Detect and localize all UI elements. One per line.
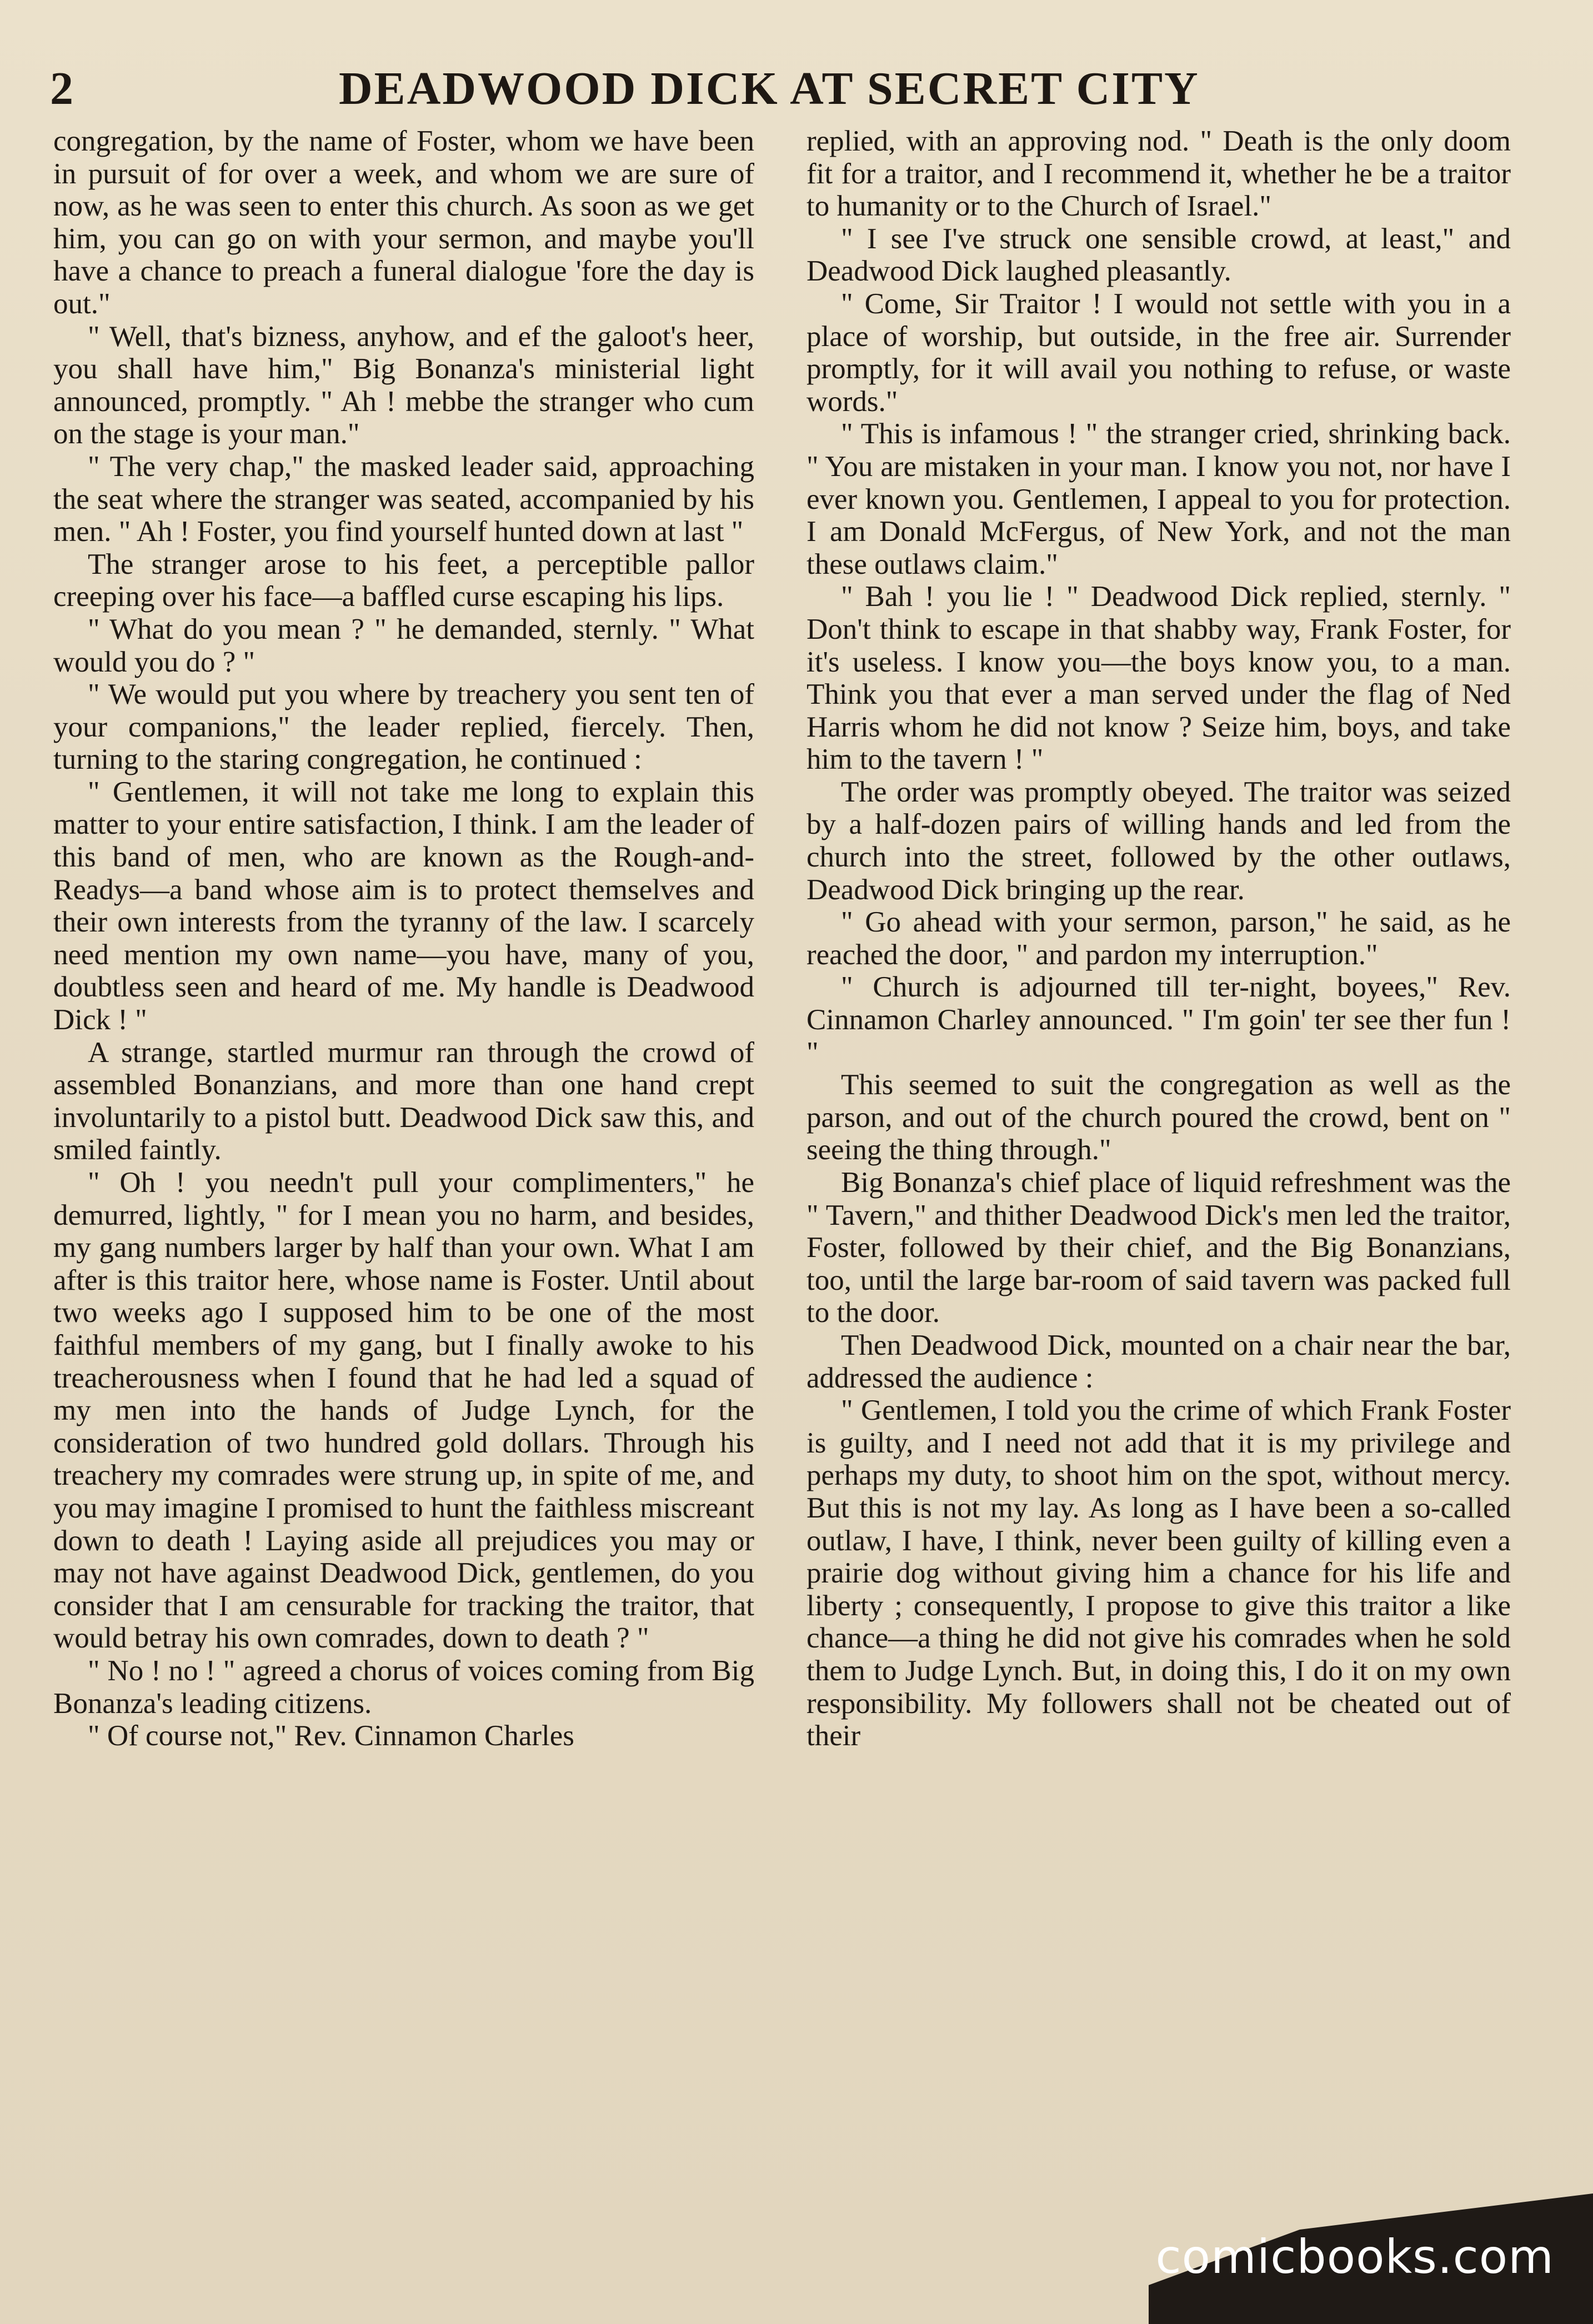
paragraph: A strange, startled murmur ran through the crowd of assembled Bonanzians, and more than one hand crept involuntarily to a pistol butt. Deadwood Dick saw this, and smiled faintly. (53, 1036, 754, 1166)
paragraph: The stranger arose to his feet, a perceptible pallor creeping over his face—a baffled curse escaping his lips. (53, 548, 754, 613)
running-title: DEADWOOD DICK AT SECRET CITY (339, 63, 1200, 114)
paragraph: The order was promptly obeyed. The traitor was seized by a half-dozen pairs of willing hands and led from the church into the street, followed by the other outlaws, Deadwood Dick bringing up the rear. (806, 775, 1511, 906)
paragraph: " Gentlemen, it will not take me long to explain this matter to your entire satisfaction, I think. I am the leader of this band of men, who are known as the Rough-and-Readys—a band whose aim is to protect themselves and their own interests from the tyranny of the law. I scarcely need mention my own name—you have, many of you, doubtless seen and heard of me. My handle is Deadwood Dick ! " (53, 775, 754, 1036)
watermark-text: comicbooks.com (1155, 2230, 1554, 2284)
paragraph: " The very chap," the masked leader said, approaching the seat where the stranger was seated, accompanied by his men. " Ah ! Foster, you find yourself hunted down at last " (53, 450, 754, 548)
paragraph: " Well, that's bizness, anyhow, and ef the galoot's heer, you shall have him," Big Bonanza's ministerial light announced, promptly. " Ah ! mebbe the stranger who cum on the stage is your man." (53, 320, 754, 450)
paragraph: " What do you mean ? " he demanded, sternly. " What would you do ? " (53, 613, 754, 678)
paragraph: " I see I've struck one sensible crowd, at least," and Deadwood Dick laughed pleasantly. (806, 222, 1511, 288)
left-column (53, 125, 754, 2213)
paragraph: Big Bonanza's chief place of liquid refreshment was the " Tavern," and thither Deadwood Dick's men led the traitor, Foster, followed by their chief, and the Big Bonanzians, too, until the large bar-room of said tavern was packed full to the door. (806, 1166, 1511, 1329)
right-column (806, 125, 1511, 2213)
page-header (50, 56, 1539, 122)
paragraph: " Go ahead with your sermon, parson," he said, as he reached the door, " and pardon my interruption." (806, 906, 1511, 971)
paragraph: replied, with an approving nod. " Death is the only doom fit for a traitor, and I recommend it, whether he be a traitor to humanity or to the Church of Israel." (806, 125, 1511, 223)
paragraph: " Bah ! you lie ! " Deadwood Dick replied, sternly. " Don't think to escape in that shabby way, Frank Foster, for it's useless. I know you—the boys know you, to a man. Think you that ever a man served under the flag of Ned Harris whom he did not know ? Seize him, boys, and take him to the tavern ! " (806, 580, 1511, 776)
paragraph: " Of course not," Rev. Cinnamon Charles (88, 1720, 574, 1752)
paragraph: " Oh ! you needn't pull your complimenters," he demurred, lightly, " for I mean you no harm, and besides, my gang numbers larger by half than your own. What I am after is this traitor here, whose name is Foster. Until about two weeks ago I supposed him to be one of the most faithful members of my gang, but I finally awoke to his treacherousness when I found that he had led a squad of my men into the hands of Judge Lynch, for the consideration of two hundred gold dollars. Through his treachery my comrades were strung up, in spite of me, and you may imagine I promised to hunt the faithless miscreant down to death ! Laying aside all prejudices you may or may not have against Deadwood Dick, gentlemen, do you consider that I am censurable for tracking the traitor, that would betray his own comrades, down to death ? " (53, 1166, 754, 1655)
paragraph: " Church is adjourned till ter-night, boyees," Rev. Cinnamon Charley announced. " I'm goin' ter see ther fun ! " (806, 971, 1511, 1069)
paragraph: " No ! no ! " agreed a chorus of voices coming from Big Bonanza's leading citizens. (53, 1654, 754, 1720)
paragraph: " Come, Sir Traitor ! I would not settle with you in a place of worship, but outside, in the free air. Surrender promptly, for it will avail you nothing to refuse, or waste words." (806, 287, 1511, 418)
paragraph: congregation, by the name of Foster, whom we have been in pursuit of for over a week, and whom we are sure of now, as he was seen to enter this church. As soon as we get him, you can go on with your sermon, and maybe you'll have a chance to preach a funeral dialogue 'fore the day is out." (53, 125, 754, 320)
paragraph: Then Deadwood Dick, mounted on a chair near the bar, addressed the audience : (806, 1329, 1511, 1394)
paragraph: " This is infamous ! " the stranger cried, shrinking back. " You are mistaken in your man. I know you not, nor have I ever known you. Gentlemen, I appeal to you for protection. I am Donald McFergus, of New York, and not the man these outlaws claim." (806, 418, 1511, 580)
paragraph: This seemed to suit the congregation as well as the parson, and out of the church poured the crowd, bent on " seeing the thing through." (806, 1069, 1511, 1166)
paragraph: " Gentlemen, I told you the crime of which Frank Foster is guilty, and I need not add that it is my privilege and perhaps my duty, to shoot him on the spot, without mercy. But this is not my lay. As long as I have been a so-called outlaw, I have, I think, never been guilty of killing even a prairie dog without giving him a chance for his life and liberty ; consequently, I propose to give this traitor a like chance—a thing he did not give his comrades when he sold them to Judge Lynch. But, in doing this, I do it on my own responsibility. My followers shall not be cheated out of their (806, 1394, 1511, 1752)
paragraph: " We would put you where by treachery you sent ten of your companions," the leader replied, fiercely. Then, turning to the staring congregation, he continued : (53, 678, 754, 776)
page-number: 2 (50, 63, 73, 114)
